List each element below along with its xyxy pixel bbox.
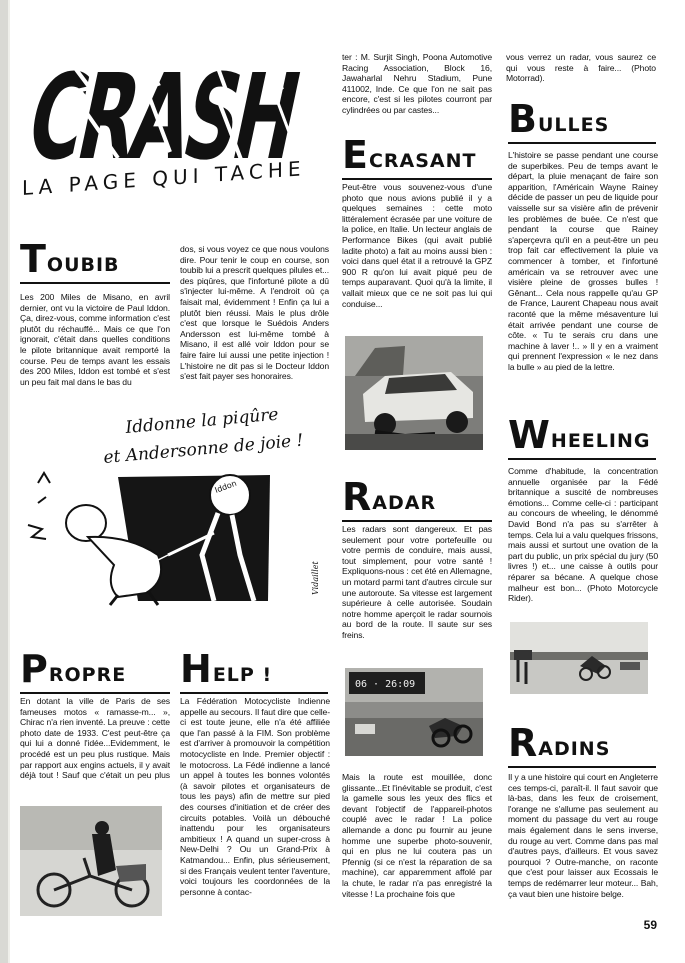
heading-radins-rule — [508, 766, 656, 768]
cartoon-caption-2: et Andersonne de joie ! — [102, 430, 305, 468]
ecrasant-text: Peut-être vous souvenez-vous d'une photo que nous avions publié il y a quelques semaines : cette moto littéralement écrasée par une voiture de la police, en Italie. Un lecteur anglais de Performance Bikes (qui avait publié ladite photo) a fait au moins aussi bien : voici dans quel état il a retrouvé la GPZ 900 R qu'on lui avait piqué peu de temps auparavant. Quoi qu'à la limite, il vallait mieux que ce ne soit pas lui qui conduise... — [342, 182, 492, 309]
ecrasant-photo-image — [345, 336, 483, 450]
toubib-text-2: dos, si vous voyez ce que nous voulons dire. Pour tenir le coup en course, son toubib lui a prescrit quelques pilules et... des piqûres, que l'infortuné pilote a dû s'injecter lui-même. A l'endroit où ça faisait mal, évidemment ! Enfin ça lui a plutôt bien réussi. Mais le plus drôle c'est que lorsque le Suédois Anders Andersson est lui-même tombé à Misano, il est allé voir Iddon pour se faire faire lui aussi une petite injection ! L'histoire ne dit pas si le Docteur Iddon s'est fait payer ses honoraires. — [180, 244, 329, 382]
heading-ecrasant-rule — [342, 178, 492, 180]
heading-toubib-rest: OUBIB — [46, 254, 120, 276]
heading-help-rest: ELP ! — [212, 664, 273, 686]
page-binding-edge — [8, 0, 10, 963]
wheeling-body — [508, 466, 658, 606]
radins-body — [508, 772, 658, 912]
help-text: La Fédération Motocycliste Indienne appelle au secours. Il faut dire que celle-ci est toute jeune, elle n'a été affiliée que l'an passé à la FIM. Son problème est d'arriver à promouvoir la compétition motocycliste en Inde. Premier objectif : le motocross. La Fédé indienne a lancé un appel à toutes les bonnes volontés (à savoir pilotes et organisateurs de tous les pays) afin de mettre sur pied des courses d'initiation et de créer des circuits potables. Voilà un débouché inattendu pour les organisateurs ambitieux ! A quand un super-cross à New-Delhi ? Ou un Grand-Prix à Katmandou... Enfin, plus sérieusement, si des Français veulent tenter l'aventure, voici toujours les coordonnées de la personne à contac- — [180, 696, 330, 897]
heading-wheeling-initial: W — [508, 413, 550, 457]
crash-logo-text: CRASH — [20, 49, 315, 180]
heading-wheeling-rule — [508, 458, 656, 460]
heading-toubib-rule — [20, 282, 170, 284]
radins-text: Il y a une histoire qui court en Angleterre ces temps-ci, paraît-il. Il faut savoir que là-bas, dans les feux de croisement, l'orange ne s'allume pas seulement au moment du passage du vert au rouge mais également dans le sens inverse, du rouge au vert. Comme dans pas mal d'autres pays, d'ailleurs. Et vous savez pourquoi ? Outre-manche, on raconte que c'est pour laisser aux Ecossais le temps de redémarrer leur moteur... Bah, ça vaut bien une histoire belge. — [508, 772, 658, 899]
masthead-tagline: LA PAGE QUI TACHE — [22, 156, 306, 200]
heading-radar — [342, 475, 492, 519]
heading-bulles — [508, 97, 656, 141]
page-binding — [0, 0, 8, 963]
radar-continued-text: vous verrez un radar, vous saurez ce qui vous reste à faire... (Photo Motorrad). — [506, 52, 656, 84]
propre-text: En dotant la ville de Paris de ses fameuses motos « ramasse-m... », Chirac n'a rien inventé. La preuve : cette photo date de 1933. C'est peut-être ça qui lui a donné l'idée...Evidemment, le procédé est un peu plus rustique. Mais par rapport aux engins actuels, il y avait déjà tout ! Sauf que c'était un peu plus — [20, 696, 170, 781]
heading-wheeling-rest: HEELING — [550, 430, 651, 452]
heading-radar-rest: ADAR — [372, 492, 437, 514]
cartoon-helmet-label: Iddon — [213, 478, 238, 495]
heading-wheeling — [508, 413, 656, 457]
toubib-text-1: Les 200 Miles de Misano, en avril dernier, ont vu la victoire de Paul Iddon. Ça, direz-vous, comme information c'est plutôt du réchauffé... Mais ce que l'on ignorait, c'était dans quelles conditions le pilote britannique avait remporté la course. Peu de temps avant les essais des 200 Miles, Iddon est tombé et s'est un peu fait mal dans le bas du — [20, 292, 170, 387]
radar-text-2: Mais la route est mouillée, donc glissante...Et l'inévitable se produit, c'est la gamelle sous les yeux des flics et devant l'objectif de l'appareil-photos couplé avec le radar ! La police allemande a donc pu fournir au jeune homme une superbe photo-souvenir, qui en plus ne lui coutera pas un Pfennig (si ce n'est la réparation de sa machine), car apparemment affolé par la chute, le radar n'a pas enregistré la vitesse ! La prochaine fois que — [342, 772, 492, 899]
heading-help — [180, 647, 328, 691]
help-body — [180, 696, 330, 942]
heading-help-initial: H — [180, 647, 212, 691]
heading-help-rule — [180, 692, 328, 694]
heading-radar-rule — [342, 520, 492, 522]
heading-propre-initial: P — [20, 647, 48, 691]
heading-propre-rest: ROPRE — [48, 664, 127, 686]
heading-ecrasant — [342, 133, 492, 177]
radar-body-2 — [342, 772, 492, 942]
heading-ecrasant-initial: E — [342, 133, 368, 177]
heading-toubib-initial: T — [20, 237, 46, 281]
cartoon-illustration — [18, 405, 334, 610]
heading-radins — [508, 721, 656, 765]
wheeling-text: Comme d'habitude, la concentration annuelle organisée par la Fédé britannique a suscité de nombreuses émotions... Comme celle-ci : participant au concours de wheeling, le dénommé David Bond n'a pas su s'arrêter à temps. Cela lui a valu quelques frissons, mais aussi et surtout une ovation de la part du public, un prix spécial du jury (50 livres !) et... une caisse à outils pour réparer sa bécane. A quelque chose malheur est bon... (Photo Motorcycle Rider). — [508, 466, 658, 604]
heading-bulles-rest: ULLES — [537, 114, 610, 136]
heading-propre-rule — [20, 692, 170, 694]
heading-radins-initial: R — [508, 721, 538, 765]
heading-ecrasant-rest: CRASANT — [368, 150, 477, 172]
cartoon-signature: Vidaillet — [311, 561, 320, 595]
radar-photo — [345, 668, 483, 756]
wheeling-photo — [510, 622, 648, 694]
heading-toubib — [20, 237, 170, 281]
heading-propre — [20, 647, 170, 691]
bulles-body — [508, 150, 658, 412]
radar-text: Les radars sont dangereux. Et pas seulement pour votre portefeuille ou votre permis de conduire, mais aussi, tout simplement, pour votre santé ! Expliquons-nous : cet été en Allemagne, un motard parmi tant d'autres circule sur une autoroute. Sa vitesse est largement supérieure à celle autorisée. Soudain notre homme aperçoit le radar sournois au bord de la route. Il saute sur ses freins. — [342, 524, 492, 640]
wheeling-photo-image — [510, 622, 648, 694]
cartoon-music-notes — [38, 473, 50, 503]
cartoon-caption-1: Iddonne la piqûre — [124, 405, 280, 438]
cartoon-helmet-left — [66, 505, 106, 541]
propre-photo-image — [20, 806, 162, 916]
toubib-col2 — [180, 244, 329, 394]
radar-body — [342, 524, 492, 654]
help-continued-text: ter : M. Surjit Singh, Poona Automotive Racing Association, Block 16, Jawaharlal Nehru Stadium, Pune 411002, Inde. Ce que l'on ne sait pas encore, c'est si les pilotes courront par cylindrées ou par castes... — [342, 52, 492, 115]
page-number: 59 — [643, 918, 657, 932]
propre-photo — [20, 806, 162, 916]
help-continued — [342, 52, 492, 118]
heading-radar-initial: R — [342, 475, 372, 519]
cartoon-spark — [28, 525, 46, 539]
ecrasant-photo — [345, 336, 483, 450]
radar-photo-readout: 06 · 26:09 — [355, 679, 416, 690]
heading-bulles-rule — [508, 142, 656, 144]
cartoon-drawing — [18, 405, 334, 610]
toubib-col1 — [20, 292, 170, 392]
heading-radins-rest: ADINS — [538, 738, 611, 760]
radar-photo-image — [345, 668, 483, 756]
bulles-text: L'histoire se passe pendant une course de superbikes. Peu de temps avant le départ, la pluie menaçant de faire son apparition, l'Américain Wayne Rainey décide de passer un peu de liquide pour vaisselle sur sa visière afin de prévenir les problèmes de buée. Ce n'est que pendant la course que Rainey s'aperçevra qu'il en a peut-être un peu trop fait car effectivement la pluie va commencer à tomber, et l'infortuné américain va se retrouver avec une visière pleine de grosses bulles ! Gênant... Cela nous rappelle qu'au GP de France, Laurent Chapeau nous avait raconté que la même mésaventure lui était arrivée pendant une course de côte. « Tu te serais cru dans une machine à laver !.. » Il y en a vraiment qui prennent l'expression « le nez dans la bulle » au pied de la lettre. — [508, 150, 658, 372]
ecrasant-body — [342, 182, 492, 318]
radar-continued — [506, 52, 656, 84]
propre-body — [20, 696, 170, 782]
heading-bulles-initial: B — [508, 97, 537, 141]
